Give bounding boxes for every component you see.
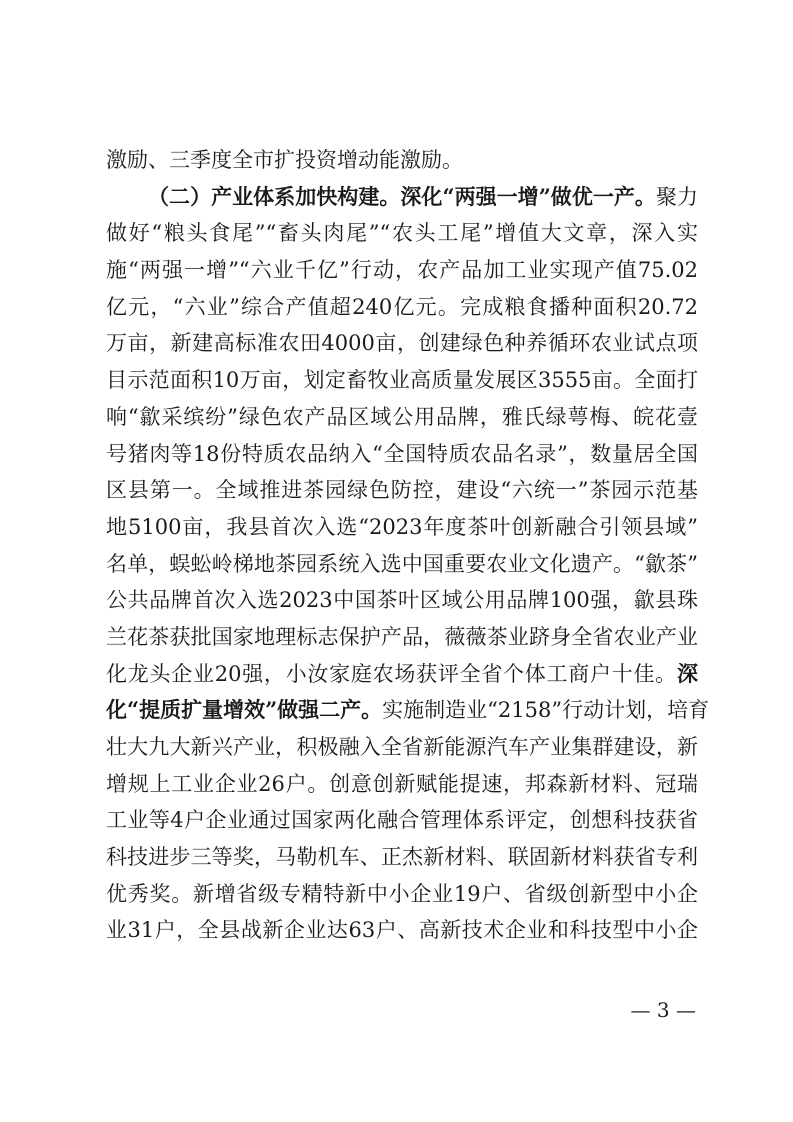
text-run: 激励、三季度全市扩投资增动能激励。	[106, 148, 463, 172]
text-run: 做好“粮头食尾”“畜头肉尾”“农头工尾”增值大文章，深入实	[106, 221, 698, 246]
text-run: 号猪肉等18份特质农品纳入“全国特质农品名录”，数量居全国	[106, 441, 698, 466]
text-run: 增规上工业企业26户。创意创新赋能提速，邦森新材料、冠瑞	[106, 771, 698, 796]
bold-heading-text: （二）产业体系加快构建。深化“两强一增”做优一产。	[148, 183, 656, 209]
text-run: 工业等4户企业通过国家两化融合管理体系评定，创想科技获省	[106, 808, 698, 833]
text-line	[106, 546, 698, 583]
text-run: 公共品牌首次入选2023中国茶叶区域公用品牌100强，歙县珠	[106, 588, 698, 613]
bold-heading-text: 化“提质扩量增效”做强二产。	[106, 697, 383, 723]
text-run: 亿元，“六业”综合产值超240亿元。完成粮食播种面积20.72	[106, 294, 698, 319]
text-line	[106, 839, 698, 876]
text-run: 万亩，新建高标准农田4000亩，创建绿色种养循环农业试点项	[106, 331, 698, 356]
text-run: 施“两强一增”“六业千亿”行动，农产品加工业实现产值75.02	[106, 258, 698, 283]
text-line	[106, 252, 698, 289]
text-line	[106, 912, 698, 949]
text-line	[106, 582, 698, 619]
text-run: 地5100亩，我县首次入选“2023年度茶叶创新融合引领县域”	[106, 514, 698, 539]
text-line	[106, 215, 698, 252]
text-run: 科技进步三等奖，马勒机车、正杰新材料、联固新材料获省专利	[106, 845, 698, 870]
body-text	[106, 142, 710, 949]
text-line	[106, 656, 698, 693]
text-line	[106, 766, 698, 803]
text-run: 业31户，全县战新企业达63户、高新技术企业和科技型中小企	[106, 918, 698, 943]
text-line	[106, 472, 698, 509]
text-line	[106, 802, 698, 839]
text-run: 化龙头企业20强，小汝家庭农场获评全省个体工商户十佳。	[106, 661, 677, 686]
text-line	[106, 436, 698, 473]
text-run: 区县第一。全域推进茶园绿色防控，建设“六统一”茶园示范基	[106, 478, 698, 503]
text-line	[106, 399, 698, 436]
text-run: 响“歙采缤纷”绿色农产品区域公用品牌，雅氏绿萼梅、皖花壹	[106, 404, 698, 429]
text-run: 兰花茶获批国家地理标志保护产品，薇薇茶业跻身全省农业产业	[106, 624, 698, 649]
text-line	[106, 142, 698, 179]
text-line	[106, 325, 698, 362]
text-line	[106, 619, 698, 656]
text-run: 聚力	[655, 184, 699, 209]
page-number: — 3 —	[630, 998, 696, 1022]
text-line	[106, 509, 698, 546]
text-run: 目示范面积10万亩，划定畜牧业高质量发展区3555亩。全面打	[106, 368, 698, 393]
text-run: 名单，蜈蚣岭梯地茶园系统入选中国重要农业文化遗产。“歙茶”	[106, 551, 698, 576]
text-line	[106, 692, 710, 729]
text-run: 壮大九大新兴产业，积极融入全省新能源汽车产业集群建设，新	[106, 735, 698, 759]
bold-heading-text: 深	[677, 660, 698, 686]
text-line	[106, 876, 698, 913]
text-run: 优秀奖。新增省级专精特新中小企业19户、省级创新型中小企	[106, 881, 698, 906]
text-line	[106, 362, 698, 399]
text-line	[106, 179, 698, 216]
text-run: 实施制造业“2158”行动计划，培育	[382, 698, 710, 723]
text-line	[106, 289, 698, 326]
text-line	[106, 729, 698, 766]
